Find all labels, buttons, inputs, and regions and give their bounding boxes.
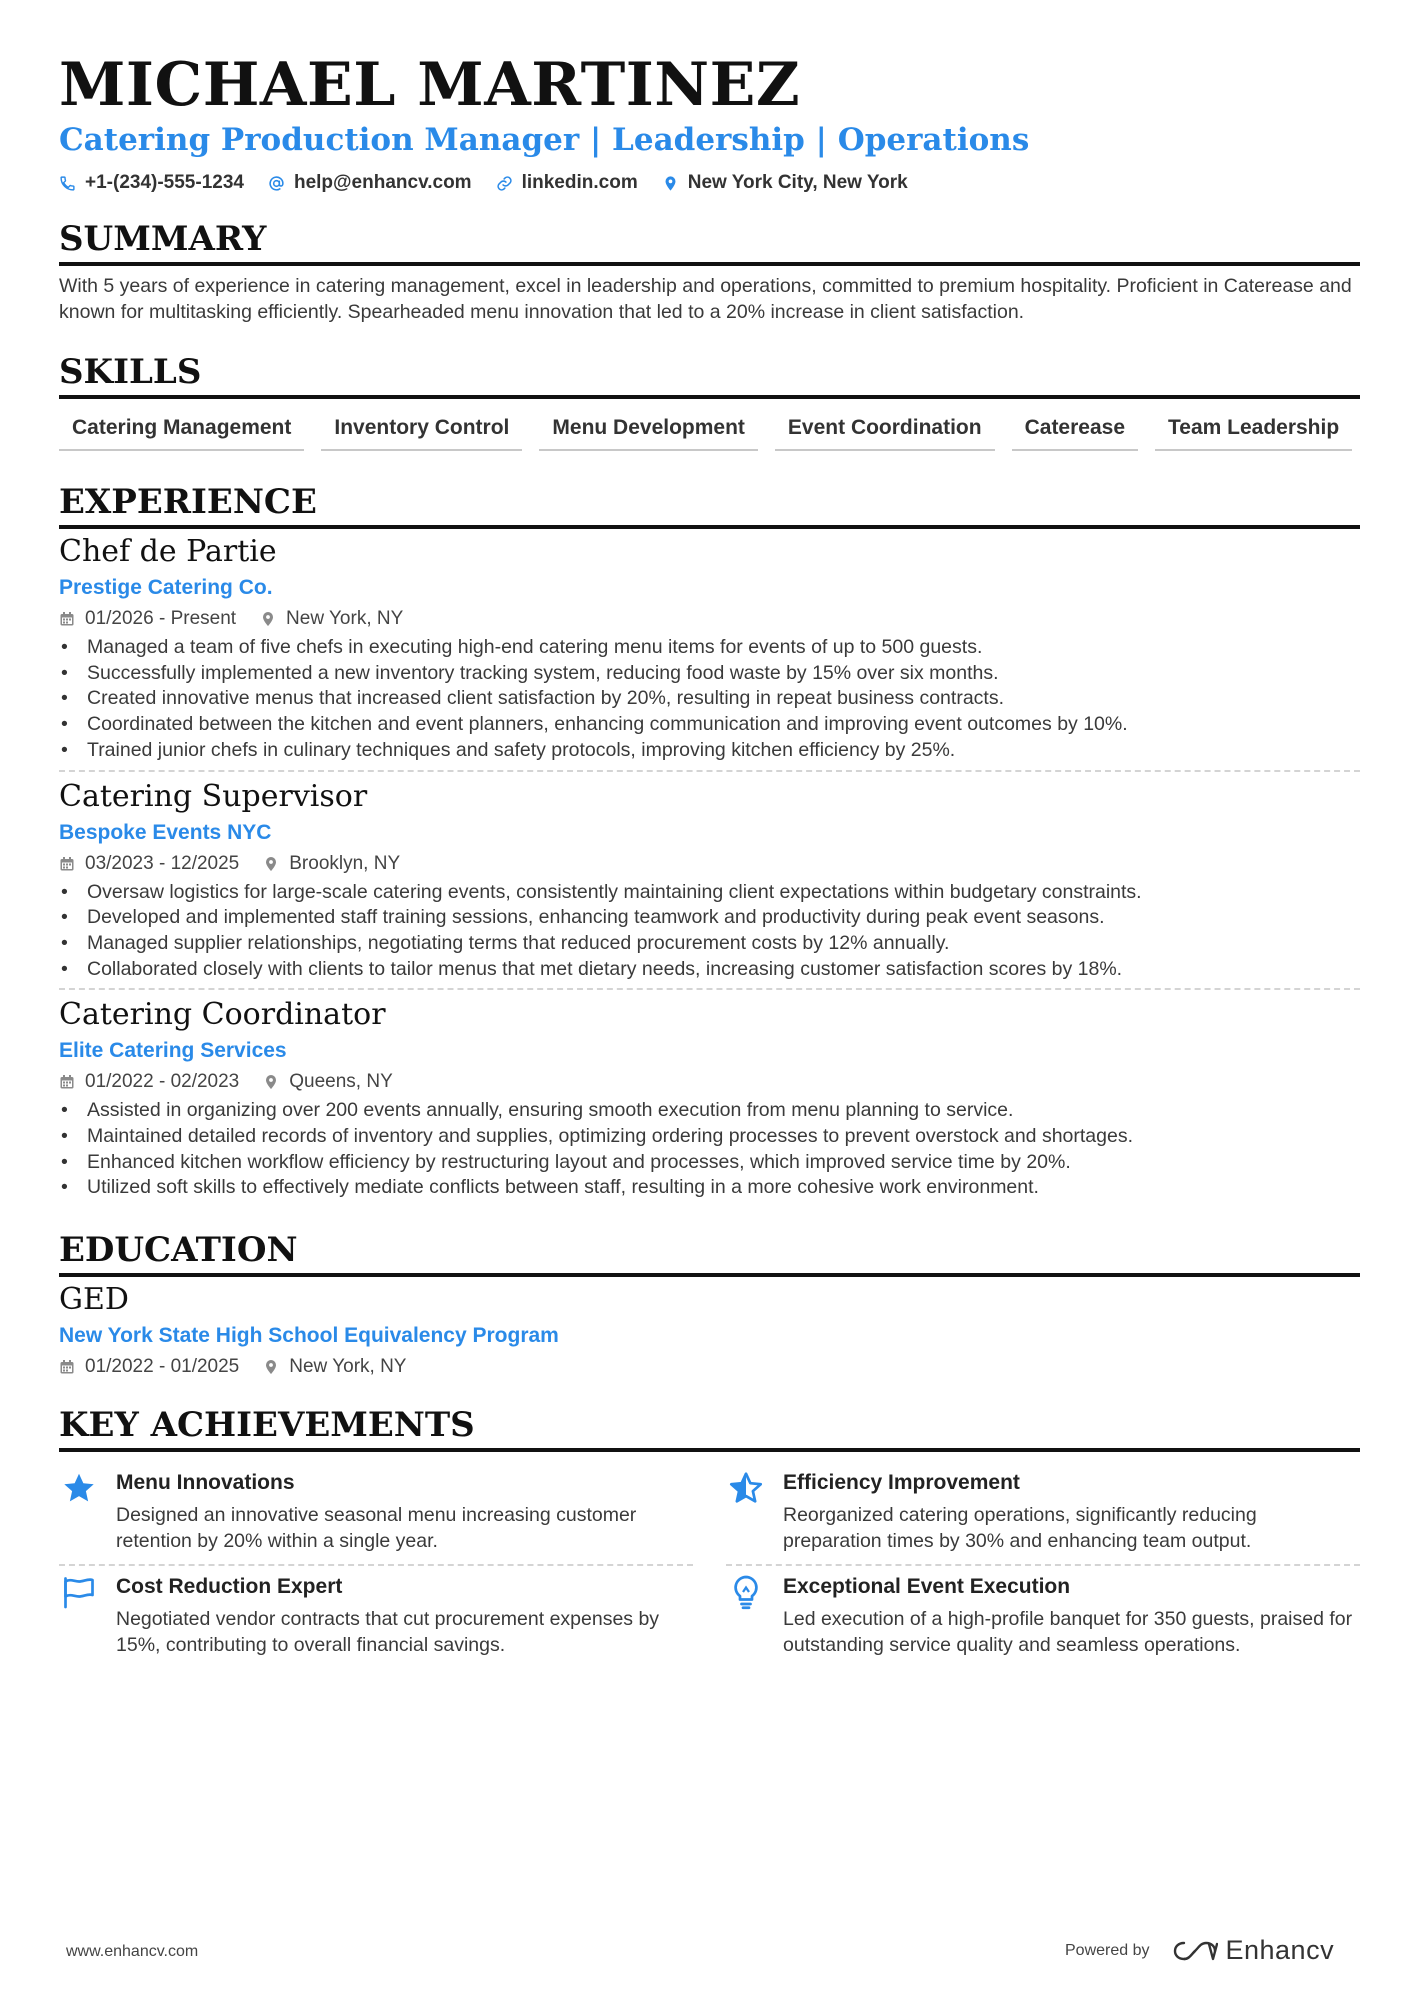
bullet-item: • Coordinated between the kitchen and event planners, enhancing communication and improving event outcomes by 10%.: [59, 712, 1360, 738]
education-meta: [59, 1356, 1360, 1378]
achievement-title: Exceptional Event Execution: [783, 1575, 1071, 1599]
contact-phone-text: +1-(234)-555-1234: [85, 172, 244, 193]
skill-tag: Menu Development: [539, 409, 758, 451]
section-title-education: EDUCATION: [59, 1229, 1360, 1277]
job-dates: [59, 608, 236, 630]
job-entry: [59, 533, 1360, 772]
contact-bar: [59, 172, 1360, 194]
resume-header: [59, 52, 1360, 194]
bullet-item: • Utilized soft skills to effectively mediate conflicts between staff, resulting in a more cohesive work environment.: [59, 1175, 1360, 1201]
degree-title: GED: [59, 1282, 129, 1318]
company-name: Prestige Catering Co.: [59, 576, 273, 599]
achievement-desc: Negotiated vendor contracts that cut procurement expenses by 15%, contributing to overall financial savings.: [116, 1608, 660, 1656]
achievement-title: Menu Innovations: [116, 1471, 295, 1495]
job-meta: [59, 608, 1360, 630]
bullet-item: • Trained junior chefs in culinary techniques and safety protocols, improving kitchen efficiency by 25%.: [59, 738, 1360, 764]
job-bullets: [59, 635, 1360, 764]
job-divider: [59, 770, 1360, 772]
at-icon: [268, 175, 285, 192]
job-title: Catering Coordinator: [59, 997, 386, 1033]
location-pin-icon: [260, 611, 276, 627]
education-location-text: New York, NY: [289, 1356, 407, 1378]
bullet-item: • Managed a team of five chefs in executing high-end catering menu items for events of up to 500 guests.: [59, 635, 1360, 661]
powered-by-label: Powered by: [1065, 1941, 1150, 1959]
phone-icon: [59, 175, 76, 192]
candidate-name: MICHAEL MARTINEZ: [59, 50, 801, 120]
company-name: Elite Catering Services: [59, 1039, 287, 1063]
location-pin-icon: [263, 1359, 279, 1375]
skill-tag: Caterease: [1012, 409, 1138, 451]
footer-website[interactable]: www.enhancv.com: [66, 1943, 199, 1960]
flag-icon: [59, 1572, 99, 1658]
job-dates-text: 01/2026 - Present: [85, 608, 237, 629]
achievements-grid: [59, 1462, 1360, 1668]
job-entry: [59, 778, 1360, 991]
achievement-desc: Led execution of a high-profile banquet for 350 guests, praised for outstanding service quality and seamless operations.: [783, 1608, 1353, 1656]
location-pin-icon: [263, 1074, 279, 1090]
location-pin-icon: [263, 856, 279, 872]
job-title: Chef de Partie: [59, 534, 277, 569]
bullet-item: • Assisted in organizing over 200 events annually, ensuring smooth execution from menu planning to service.: [59, 1098, 1360, 1124]
section-title-skills: SKILLS: [59, 351, 1360, 399]
footer-branding: [1065, 1935, 1334, 1966]
job-dates-text: 03/2023 - 12/2025: [85, 852, 240, 874]
summary-section: [59, 218, 1360, 325]
bullet-item: • Maintained detailed records of inventory and supplies, optimizing ordering processes to prevent overstock and shortages.: [59, 1124, 1360, 1150]
bullet-item: • Successfully implemented a new inventory tracking system, reducing food waste by 15% over six months.: [59, 661, 1360, 687]
achievement-desc: Reorganized catering operations, significantly reducing preparation times by 30% and enhancing team output.: [783, 1504, 1257, 1552]
contact-email[interactable]: [268, 172, 472, 194]
location-icon: [662, 175, 679, 192]
contact-linkedin[interactable]: [496, 172, 638, 194]
achievement-item: [726, 1566, 1360, 1668]
job-bullets: [59, 880, 1360, 983]
job-dates-text: 01/2022 - 02/2023: [85, 1071, 240, 1093]
resume-page: [59, 52, 1360, 1668]
job-meta: [59, 1071, 1360, 1093]
skills-list: [59, 409, 1360, 451]
achievement-title: Efficiency Improvement: [783, 1471, 1020, 1495]
job-location: [260, 608, 403, 630]
enhancv-logo-icon: [1172, 1939, 1218, 1963]
education-location: [263, 1356, 406, 1378]
job-location-text: New York, NY: [286, 608, 404, 629]
job-divider: [59, 988, 1360, 990]
contact-linkedin-text: linkedin.com: [521, 172, 638, 193]
achievement-title: Cost Reduction Expert: [116, 1575, 343, 1599]
achievement-item: [59, 1462, 693, 1566]
bullet-item: • Developed and implemented staff training sessions, enhancing teamwork and productivity during peak event seasons.: [59, 905, 1360, 931]
contact-location: [662, 172, 908, 194]
achievement-desc: Designed an innovative seasonal menu increasing customer retention by 20% within a single year.: [116, 1504, 637, 1552]
bullet-item: • Created innovative menus that increased client satisfaction by 20%, resulting in repeat business contracts.: [59, 686, 1360, 712]
job-dates: [59, 1071, 239, 1093]
education-section: [59, 1229, 1360, 1378]
skills-section: [59, 351, 1360, 451]
candidate-headline: Catering Production Manager | Leadership | Operations: [59, 122, 1030, 158]
achievement-item: [59, 1566, 693, 1668]
contact-phone[interactable]: [59, 172, 244, 194]
skill-tag: Inventory Control: [321, 409, 522, 451]
job-entry: [59, 996, 1360, 1201]
calendar-icon: [59, 611, 75, 627]
job-meta: [59, 853, 1360, 875]
skill-tag: Event Coordination: [775, 409, 995, 451]
bullet-item: • Enhanced kitchen workflow efficiency by restructuring layout and processes, which improved service time by 20%.: [59, 1150, 1360, 1176]
skill-tag: Catering Management: [59, 409, 304, 451]
contact-email-text: help@enhancv.com: [293, 172, 472, 193]
section-title-achievements: KEY ACHIEVEMENTS: [59, 1404, 1360, 1452]
bullet-item: • Collaborated closely with clients to tailor menus that met dietary needs, increasing customer satisfaction scores by 18%.: [59, 957, 1360, 983]
section-title-experience: EXPERIENCE: [59, 481, 1360, 529]
brand-logo[interactable]: [1172, 1935, 1335, 1966]
experience-section: [59, 481, 1360, 1201]
job-bullets: [59, 1098, 1360, 1201]
education-dates: [59, 1356, 239, 1378]
contact-location-text: New York City, New York: [687, 172, 908, 193]
section-title-summary: SUMMARY: [59, 218, 1360, 266]
job-title: Catering Supervisor: [59, 778, 368, 814]
link-icon: [496, 175, 513, 192]
bullet-item: • Managed supplier relationships, negotiating terms that reduced procurement costs by 12% annually.: [59, 931, 1360, 957]
calendar-icon: [59, 1074, 75, 1090]
achievements-section: [59, 1404, 1360, 1668]
job-dates: [59, 853, 239, 875]
brand-name: Enhancv: [1225, 1935, 1335, 1965]
company-name: Bespoke Events NYC: [59, 820, 272, 844]
star-outline-icon: [726, 1468, 766, 1554]
bullet-item: • Oversaw logistics for large-scale catering events, consistently maintaining client expectations within budgetary constraints.: [59, 880, 1360, 906]
skill-tag: Team Leadership: [1155, 409, 1352, 451]
job-location-text: Queens, NY: [289, 1071, 393, 1093]
education-dates-text: 01/2022 - 01/2025: [85, 1356, 240, 1378]
school-name: New York State High School Equivalency Program: [59, 1324, 559, 1348]
job-location-text: Brooklyn, NY: [289, 852, 401, 874]
star-icon: [59, 1468, 99, 1554]
summary-text: With 5 years of experience in catering management, excel in leadership and operations, committed to premium hospitality. Proficient in Caterease and known for multitasking efficiently. Spearheaded menu innovation that led to a 20% increase in client satisfaction.: [59, 275, 1352, 323]
calendar-icon: [59, 1359, 75, 1375]
calendar-icon: [59, 856, 75, 872]
job-location: [263, 853, 400, 875]
job-location: [263, 1071, 393, 1093]
lightbulb-icon: [726, 1572, 766, 1658]
achievement-item: [726, 1462, 1360, 1566]
